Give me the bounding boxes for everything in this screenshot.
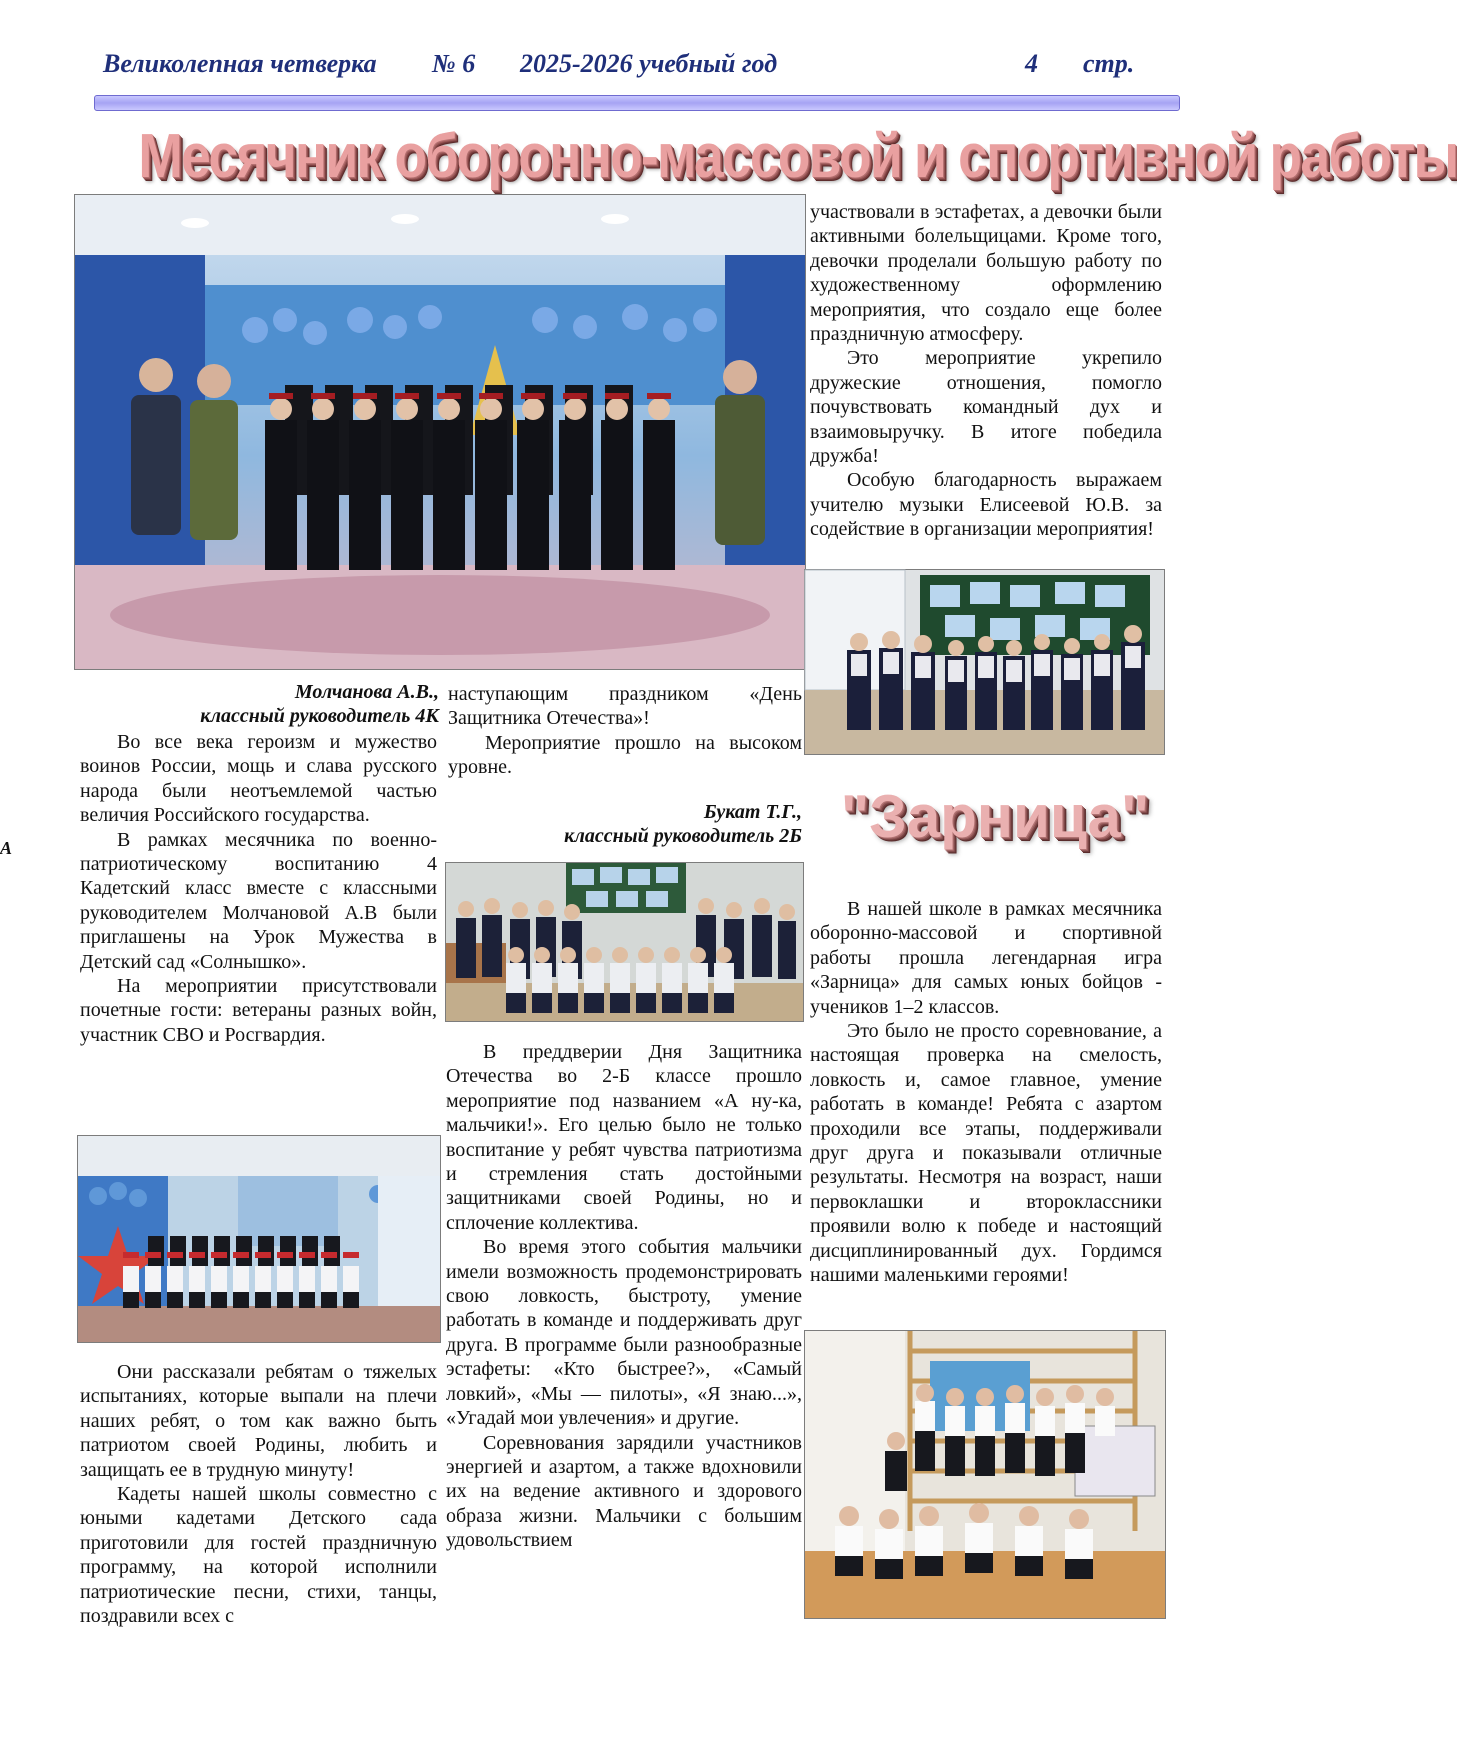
issue-number: № 6: [432, 49, 476, 78]
article2-col2: [446, 1040, 802, 1553]
article2-col3: [810, 200, 1162, 542]
author-name: Молчанова А.В.,: [294, 681, 439, 703]
paragraph: В нашей школе в рамках месячника оборонно-массовой и спортивной работы прошла легендарная игра «Зарница» для самых юных бойцов - учеников 1–2 классов.: [810, 898, 1162, 1018]
paragraph: Мероприятие прошло на высоком уровне.: [448, 731, 802, 779]
article3-col3: [810, 897, 1162, 1288]
paragraph: участвовали в эстафетах, а девочки были активными болельщицами. Кроме того, девочки проделали большую работу по художественному оформлению мероприятия, что создало еще более праздничную атмосферу.: [810, 201, 1162, 346]
article1-col1b: [80, 1360, 437, 1628]
stray-letter: А: [0, 838, 13, 858]
paragraph: В рамках месячника по военно-патриотическому воспитанию 4 Кадетский класс вместе с классными руководителем Молчановой А.В были приглашены на Урок Мужества в Детский сад «Солнышко».: [80, 828, 437, 973]
paragraph: На мероприятии присутствовали почетные гости: ветераны разных войн, участник СВО и Росгвардия.: [80, 975, 437, 1046]
paragraph: наступающим праздником «День Защитника Отечества»!: [448, 683, 802, 730]
paragraph: Во все века героизм и мужество воинов России, мощь и слава русского народа были неотъемлемой частью величия Российского государства.: [80, 731, 437, 827]
page-title: Месячник оборонно-массовой и спортивной работы: [138, 122, 1457, 191]
page-number: 4: [1025, 49, 1038, 78]
article1-col2: [448, 682, 802, 780]
paragraph: Соревнования зарядили участников энергией и азартом, а также вдохновили их на ведение активного и здорового образа жизни. Мальчики с большим удовольствием: [446, 1431, 802, 1552]
author-name: Букат Т.Г.,: [703, 801, 802, 823]
section-title-zarnitsa: "Зарница": [840, 783, 1150, 850]
paragraph: Особую благодарность выражаем учителю музыки Елисеевой Ю.В. за содействие в организации мероприятия!: [810, 469, 1162, 541]
photo-class-2b-boys: [804, 569, 1165, 755]
author-role: классный руководитель 4К: [200, 705, 439, 727]
paragraph: Во время этого события мальчики имели возможность продемонстрировать свою ловкость, быстроту, умение работать в команде и поддерживать друг друга. В программе были разнообразные эстафеты: «Кто быстрее?», «Самый ловкий», «Мы — пилоты», «Я знаю...», «Угадай мои увлечения» и другие.: [446, 1236, 802, 1430]
byline-bukat: [448, 800, 802, 848]
paragraph: Это мероприятие укрепило дружеские отношения, помогло почувствовать командный дух и взаимовыручку. В итоге победила дружба!: [810, 347, 1162, 468]
paragraph: В преддверии Дня Защитника Отечества во 2-Б классе прошло мероприятие под названием «А ну-ка, мальчики!». Его целью было не только воспитание у ребят чувства патриотизма и стремления стать достойными защитниками своей Родины, но и сплочение коллектива.: [446, 1041, 802, 1234]
byline-molchanova: [77, 680, 439, 728]
photo-class-2b-classroom: [445, 862, 804, 1022]
photo-cadets-veterans: [74, 194, 806, 670]
photo-zarnitsa-gym: [804, 1330, 1166, 1619]
article1-col1: [80, 730, 437, 1047]
paragraph: Кадеты нашей школы совместно с юными кадетами Детского сада приготовили для гостей праздничную программу, на которой исполнили патриотические песни, стихи, танцы, поздравили всех с: [80, 1483, 437, 1628]
page-word: стр.: [1083, 49, 1135, 78]
header-divider: [94, 95, 1180, 111]
paragraph: Это было не просто соревнование, а настоящая проверка на смелость, ловкость и, самое главное, умение работать в команде! Ребята с азартом проходили все этапы, поддерживали друг друга и показывали отличные результаты. Несмотря на возраст, наши первоклашки и второклассники проявили волю к победе и настоящий дисциплинированный дух. Гордимся нашими маленькими героями!: [810, 1020, 1162, 1287]
newspaper-name: Великолепная четверка: [103, 49, 377, 78]
paragraph: Они рассказали ребятам о тяжелых испытаниях, которые выпали на плечи наших ребят, о том как важно быть патриотом своей Родины, любить и защищать ее в трудную минуту!: [80, 1361, 437, 1481]
author-role: классный руководитель 2Б: [564, 825, 802, 847]
photo-kindergarten-cadets: [77, 1135, 441, 1343]
school-year: 2025-2026 учебный год: [520, 49, 778, 78]
